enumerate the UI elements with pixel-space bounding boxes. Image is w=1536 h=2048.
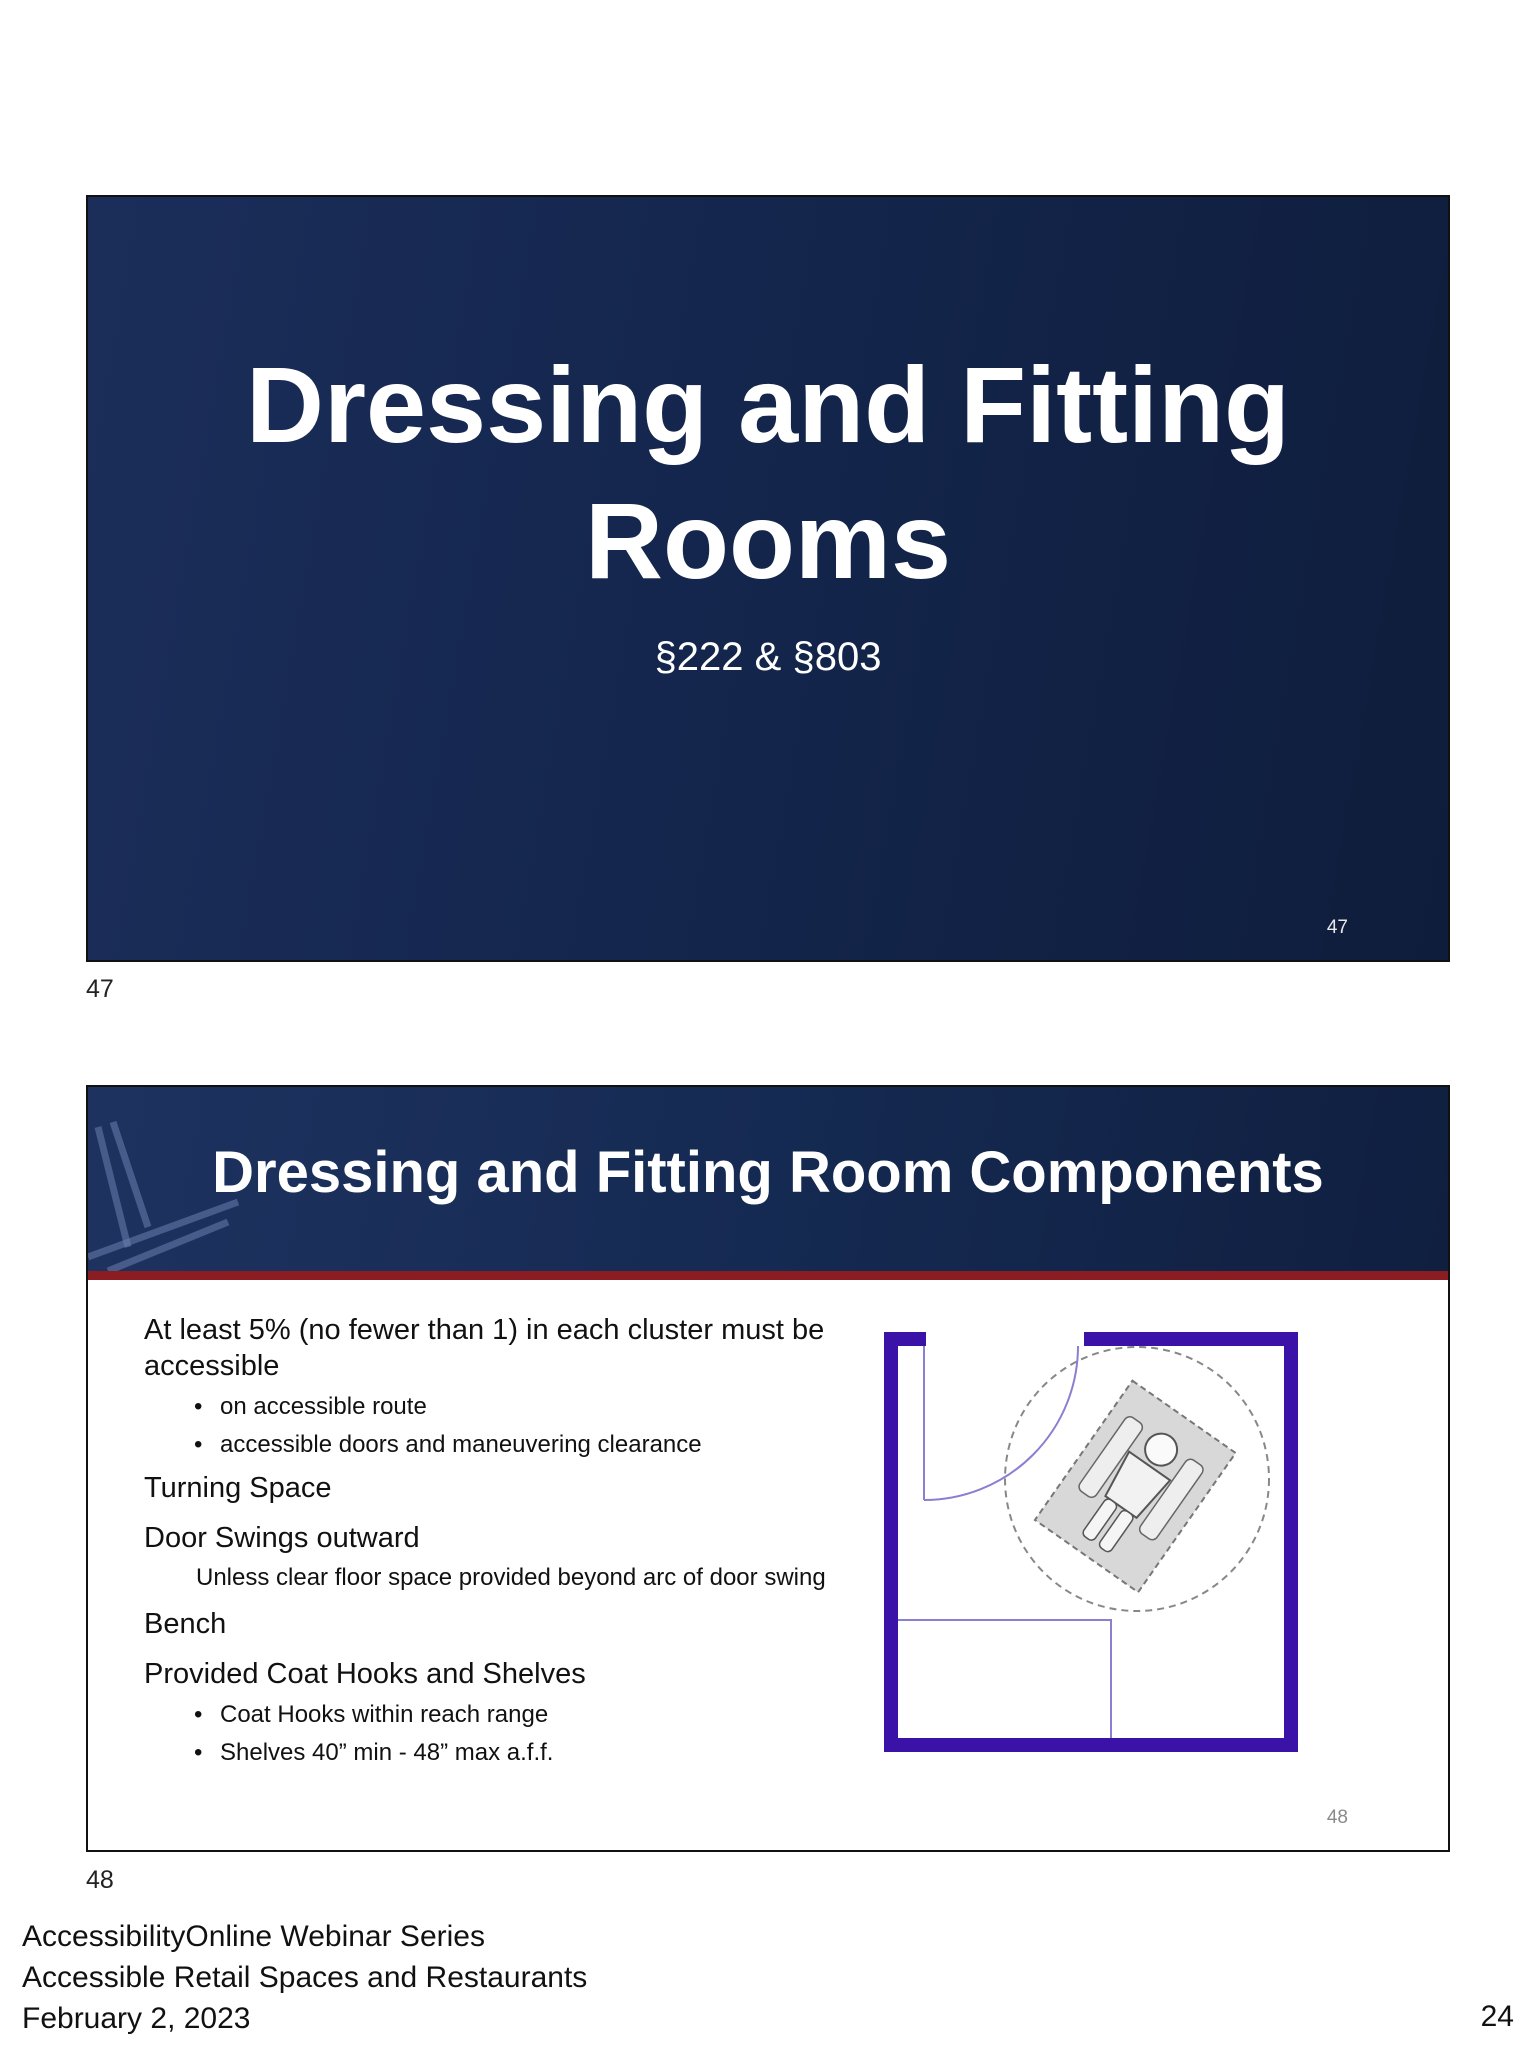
footer-title: Accessible Retail Spaces and Restaurants bbox=[22, 1961, 588, 1994]
slide-title: Dressing and Fitting Room Components bbox=[212, 1140, 1324, 1205]
accent-bar bbox=[88, 1271, 1448, 1280]
requirement-turning: Turning Space bbox=[144, 1472, 332, 1504]
slide-47 bbox=[86, 195, 1450, 962]
list-item: • Shelves 40” min - 48” max a.f.f. bbox=[194, 1734, 884, 1772]
requirement-accessible: At least 5% (no fewer than 1) in each cluster must be accessible bbox=[144, 1314, 825, 1382]
slide-label: 47 bbox=[86, 975, 114, 1003]
slide-number: 47 bbox=[1326, 917, 1348, 938]
page-number: 24 bbox=[1480, 2000, 1514, 2033]
list-item: • accessible doors and maneuvering clearance bbox=[194, 1426, 884, 1464]
slide-48 bbox=[86, 1085, 1450, 1852]
list-item: • on accessible route bbox=[194, 1388, 884, 1426]
slide-header bbox=[88, 1087, 1448, 1271]
slide-subtitle: §222 & §803 bbox=[654, 635, 882, 679]
footer-date: February 2, 2023 bbox=[22, 2002, 251, 2035]
slide-number: 48 bbox=[1326, 1807, 1348, 1828]
footer bbox=[22, 1916, 587, 2039]
requirement-door: Door Swings outward bbox=[144, 1522, 420, 1554]
hooks-sublist bbox=[144, 1696, 884, 1772]
fitting-room-floorplan bbox=[884, 1332, 1304, 1752]
list-item: • Coat Hooks within reach range bbox=[194, 1696, 884, 1734]
footer-series: AccessibilityOnline Webinar Series bbox=[22, 1920, 485, 1953]
requirement-hooks: Provided Coat Hooks and Shelves bbox=[144, 1658, 586, 1690]
requirement-bench: Bench bbox=[144, 1608, 227, 1640]
requirements-list bbox=[144, 1312, 884, 1778]
door-note: Unless clear floor space provided beyond arc of door swing bbox=[196, 1564, 826, 1591]
accessible-sublist bbox=[144, 1388, 884, 1464]
slide-label: 48 bbox=[86, 1866, 114, 1894]
slide-title: Dressing and Fitting Rooms bbox=[245, 344, 1291, 601]
